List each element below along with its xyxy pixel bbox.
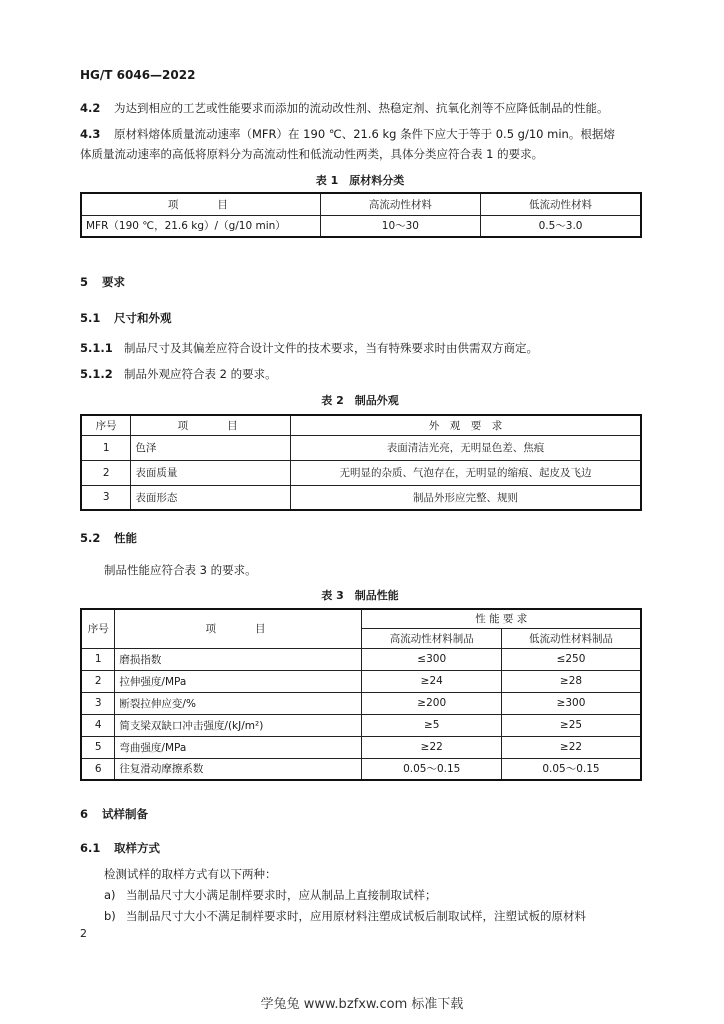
clause-text: 制品尺寸及其偏差应符合设计文件的技术要求，当有特殊要求时由供需双方商定。 xyxy=(124,341,538,355)
table-cell: 3 xyxy=(81,485,131,510)
table-row xyxy=(81,714,641,736)
table-cell: ≤250 xyxy=(501,648,641,670)
clause-number: 5.1 xyxy=(80,311,101,325)
clause-number: 6.1 xyxy=(80,841,101,855)
table3 xyxy=(80,608,642,781)
table-cell: 拉伸强度/MPa xyxy=(115,670,362,692)
table-header-cell: 序号 xyxy=(81,415,131,435)
table-cell: ≤300 xyxy=(362,648,501,670)
table-row xyxy=(81,758,641,780)
table-cell: 磨损指数 xyxy=(115,648,362,670)
standard-code: HG/T 6046—2022 xyxy=(80,68,196,82)
list-label: a) xyxy=(104,888,116,902)
table-cell: 制品外形应完整、规则 xyxy=(290,485,641,510)
table-cell: ≥200 xyxy=(362,692,501,714)
table-cell: 表面清洁光亮，无明显色差、焦痕 xyxy=(290,435,641,460)
table-cell: 4 xyxy=(81,714,115,736)
section-title: 要求 xyxy=(102,275,125,289)
table-row xyxy=(81,485,641,510)
clause-number: 5.2 xyxy=(80,531,101,545)
table-header-cell: 低流动性材料制品 xyxy=(501,628,641,648)
table-row xyxy=(81,736,641,758)
table-cell: 往复滑动摩擦系数 xyxy=(115,758,362,780)
section-number: 6 xyxy=(80,807,89,821)
list-item-a xyxy=(104,887,437,903)
list-text: 当制品尺寸大小满足制样要求时，应从制品上直接制取试样； xyxy=(126,888,437,902)
table-cell: 1 xyxy=(81,435,131,460)
table-header-cell: 序号 xyxy=(81,609,115,648)
table-header-cell: 低流动性材料 xyxy=(481,193,641,215)
table-cell: 断裂拉伸应变/% xyxy=(115,692,362,714)
table-cell: 0.05～0.15 xyxy=(501,758,641,780)
table-cell: 表面形态 xyxy=(131,485,291,510)
footer-watermark: 学兔兔 www.bzfxw.com 标准下载 xyxy=(260,997,464,1012)
list-text: 当制品尺寸大小不满足制样要求时，应用原材料注塑成试板后制取试样，注塑试板的原材料 xyxy=(126,909,586,923)
table-header-row xyxy=(81,609,641,628)
table-row xyxy=(81,215,641,237)
table-cell: ≥22 xyxy=(501,736,641,758)
table-header-cell: 项 目 xyxy=(115,609,362,648)
table-cell: 色泽 xyxy=(131,435,291,460)
table-row xyxy=(81,460,641,485)
table-cell: 弯曲强度/MPa xyxy=(115,736,362,758)
table-cell: MFR（190 ℃，21.6 kg）/（g/10 min） xyxy=(81,215,320,237)
clause-title: 尺寸和外观 xyxy=(114,311,172,325)
clause-5-1-heading xyxy=(80,310,172,326)
clause-4-3-line2: 体质量流动速率的高低将原料分为高流动性和低流动性两类，具体分类应符合表 1 的要求。 xyxy=(80,147,544,161)
clause-number: 5.1.1 xyxy=(80,341,113,355)
section-number: 5 xyxy=(80,275,89,289)
clause-text: 制品外观应符合表 2 的要求。 xyxy=(124,367,277,381)
list-label: b) xyxy=(104,909,116,923)
table-cell: 6 xyxy=(81,758,115,780)
table-cell: ≥22 xyxy=(362,736,501,758)
table1-caption: 表 1 原材料分类 xyxy=(315,174,405,187)
table2 xyxy=(80,414,642,511)
clause-text: 为达到相应的工艺或性能要求而添加的流动改性剂、热稳定剂、抗氧化剂等不应降低制品的性能。 xyxy=(114,101,609,115)
table-header-cell: 高流动性材料 xyxy=(320,193,480,215)
table-cell: 5 xyxy=(81,736,115,758)
table-cell: 3 xyxy=(81,692,115,714)
table-row xyxy=(81,435,641,460)
table-cell: ≥24 xyxy=(362,670,501,692)
clause-number: 4.3 xyxy=(80,127,101,141)
table-cell: 2 xyxy=(81,670,115,692)
clause-6-1-intro: 检测试样的取样方式有以下两种： xyxy=(104,867,277,881)
clause-4-2 xyxy=(80,100,609,116)
table-header-cell: 外 观 要 求 xyxy=(290,415,641,435)
clause-title: 性能 xyxy=(114,531,137,545)
table-cell: ≥5 xyxy=(362,714,501,736)
table-cell: ≥300 xyxy=(501,692,641,714)
section-title: 试样制备 xyxy=(102,807,148,821)
table-cell: 简支梁双缺口冲击强度/(kJ/m²) xyxy=(115,714,362,736)
clause-text-line1: 原材料熔体质量流动速率（MFR）在 190 ℃、21.6 kg 条件下应大于等于 0.5 g/10 min。根据熔 xyxy=(114,127,615,141)
table-cell: 无明显的杂质、气泡存在，无明显的缩痕、起皮及飞边 xyxy=(290,460,641,485)
table-header-cell: 项 目 xyxy=(81,193,320,215)
section-5-heading xyxy=(80,274,125,290)
table-cell: 0.5～3.0 xyxy=(481,215,641,237)
clause-title: 取样方式 xyxy=(114,841,160,855)
table-cell: ≥28 xyxy=(501,670,641,692)
clause-5-2-heading xyxy=(80,530,137,546)
table3-caption: 表 3 制品性能 xyxy=(321,589,399,602)
table-header-cell: 项 目 xyxy=(131,415,291,435)
clause-number: 4.2 xyxy=(80,101,101,115)
table-cell: 2 xyxy=(81,460,131,485)
clause-6-1-heading xyxy=(80,840,160,856)
table-header-row xyxy=(81,415,641,435)
page-number: 2 xyxy=(80,927,87,940)
table-header-group-cell: 性 能 要 求 xyxy=(362,609,641,628)
table-cell: ≥25 xyxy=(501,714,641,736)
clause-4-3 xyxy=(80,126,615,142)
clause-5-2-text: 制品性能应符合表 3 的要求。 xyxy=(104,563,257,577)
table-cell: 1 xyxy=(81,648,115,670)
clause-5-1-1 xyxy=(80,340,538,356)
table2-caption: 表 2 制品外观 xyxy=(321,394,399,407)
table-header-cell: 高流动性材料制品 xyxy=(362,628,501,648)
table-row xyxy=(81,670,641,692)
table-cell: 10～30 xyxy=(320,215,480,237)
list-item-b xyxy=(104,908,586,924)
table-header-row xyxy=(81,193,641,215)
table-cell: 0.05～0.15 xyxy=(362,758,501,780)
table-cell: 表面质量 xyxy=(131,460,291,485)
table-row xyxy=(81,648,641,670)
section-6-heading xyxy=(80,806,148,822)
table-row xyxy=(81,692,641,714)
clause-number: 5.1.2 xyxy=(80,367,113,381)
clause-5-1-2 xyxy=(80,366,277,382)
table1 xyxy=(80,192,642,238)
